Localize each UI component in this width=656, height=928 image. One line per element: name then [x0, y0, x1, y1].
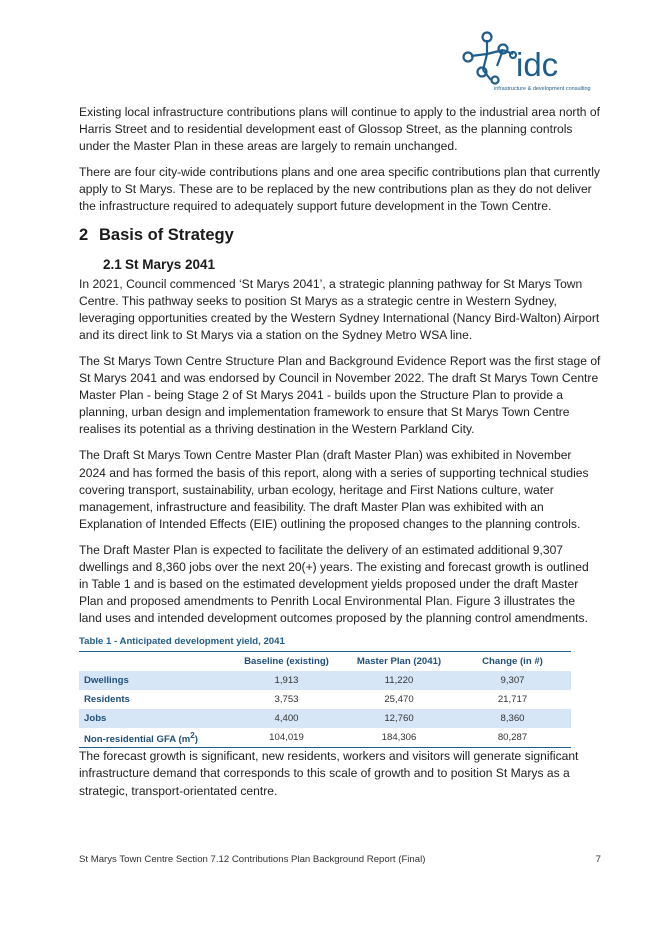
table-row [79, 671, 571, 690]
gfa-superscript: 2 [190, 730, 195, 740]
page-footer [79, 854, 601, 865]
intro-paragraph-2: There are four city-wide contributions plans and one area specific contributions plan that currently apply to St Marys. These are to be replaced by the new contributions plan as they do not deliver the infrastructure required to adequately support future development in the Town Centre. [79, 165, 600, 214]
section-number: 2 [79, 225, 89, 244]
table-cell: 3,753 [274, 694, 299, 706]
network-molecule-icon [455, 28, 591, 92]
row-label-dwellings: Dwellings [79, 671, 229, 690]
table-cell: 9,307 [454, 671, 571, 690]
table-cell: 184,306 [381, 732, 417, 744]
table-cell: 4,400 [229, 709, 344, 728]
section-title: Basis of Strategy [99, 225, 234, 244]
table-cell: 8,360 [454, 709, 571, 728]
subsection-paragraph-2: The St Marys Town Centre Structure Plan and Background Evidence Report was the first stage of St Marys 2041 and was endorsed by Council in November 2022. The draft St Marys Town Centre Master Plan - being Stage 2 of St Marys 2041 - builds upon the Structure Plan to provide a planning, urban design and implementation framework to ensure that St Marys Town Centre realises its potential as a thriving destination in the Western Parkland City. [79, 353, 601, 437]
subsection-paragraph-4: The Draft Master Plan is expected to facilitate the delivery of an estimated additional 9,307 dwellings and 8,360 jobs over the next 20(+) years. The existing and forecast growth is outlined in Table 1 and is based on the estimated development yields proposed under the draft Master Plan and proposed amendments to Penrith Local Environmental Plan. Figure 3 illustrates the land uses and intended development outcomes proposed by the planning control amendments. [79, 542, 589, 626]
development-yield-table [79, 651, 571, 748]
gfa-label: Non-residential GFA (m [84, 733, 191, 745]
table-cell: 12,760 [344, 709, 454, 728]
company-logo [455, 28, 591, 92]
table-cell: 80,287 [497, 732, 528, 744]
table-cell: 11,220 [344, 671, 454, 690]
table-cell: 104,019 [269, 732, 304, 744]
row-label-jobs: Jobs [79, 709, 229, 728]
logo-wordmark: idc [516, 46, 559, 83]
table-header-change: Change (in #) [482, 656, 543, 668]
footer-title: St Marys Town Centre Section 7.12 Contributions Plan Background Report (Final) [79, 854, 426, 865]
subsection-number: 2.1 [103, 256, 122, 272]
page-number: 7 [595, 854, 601, 865]
table-row [79, 690, 571, 709]
logo-tagline: infrastructure & development consulting [494, 86, 591, 92]
table-row [79, 709, 571, 728]
row-label-residents: Residents [84, 694, 130, 706]
subsection-title: St Marys 2041 [125, 256, 216, 272]
table-header-blank [79, 652, 229, 672]
page-content [79, 104, 601, 809]
table-header-baseline: Baseline (existing) [244, 656, 329, 668]
closing-paragraph: The forecast growth is significant, new residents, workers and visitors will generate significant infrastructure demand that corresponds to this scale of growth and to position St Marys as a strategic, transport-orientated centre. [79, 749, 579, 798]
intro-paragraph-1: Existing local infrastructure contributions plans will continue to apply to the industrial area north of Harris Street and to residential development east of Glossop Street, as the planning controls under the Master Plan in these areas are largely to remain unchanged. [79, 105, 600, 154]
table-cell: 25,470 [384, 694, 414, 706]
table-row [79, 728, 571, 748]
table-cell: 1,913 [229, 671, 344, 690]
table-header-row [79, 652, 571, 672]
subsection-paragraph-3: The Draft St Marys Town Centre Master Plan (draft Master Plan) was exhibited in November 2024 and has formed the basis of this report, along with a series of supporting technical studies covering transport, sustainability, urban ecology, heritage and First Nations culture, water management, infrastructure and feasibility. The draft Master Plan was exhibited with an Explanation of Intended Effects (EIE) outlining the proposed changes to the planning controls. [79, 448, 589, 531]
table-cell: 21,717 [497, 694, 528, 706]
subsection-paragraph-1: In 2021, Council commenced ‘St Marys 2041’, a strategic planning pathway for St Marys Town Centre. This pathway seeks to position St Marys as a strategic centre in Western Sydney, leveraging opportunities created by the Western Sydney International (Nancy Bird-Walton) Airport and its direct link to St Marys via a station on the Sydney Metro WSA line. [79, 276, 600, 342]
table-header-master-plan: Master Plan (2041) [356, 656, 442, 668]
section-heading [79, 226, 601, 245]
gfa-label-end: ) [194, 733, 198, 745]
table-caption: Table 1 - Anticipated development yield, 2041 [79, 636, 285, 648]
row-label-gfa [79, 728, 229, 748]
subsection-heading [103, 257, 601, 272]
